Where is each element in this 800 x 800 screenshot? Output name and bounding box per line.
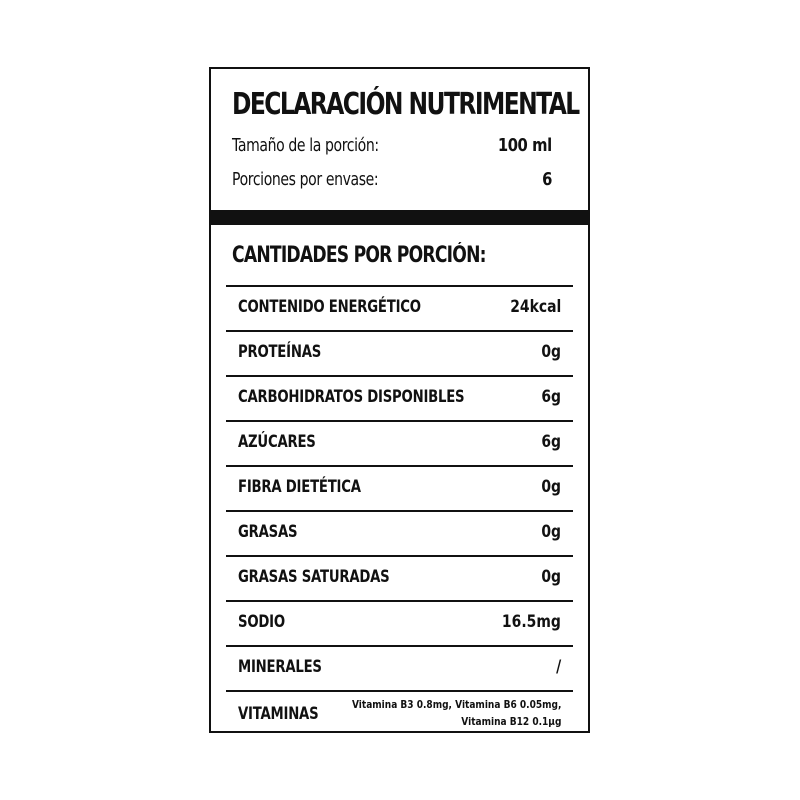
nutrient-value: 0g: [541, 477, 561, 497]
serving-size-value: 100 ml: [498, 135, 552, 156]
nutrient-row-sodium: [226, 600, 573, 645]
vitamins-line-1: Vitamina B3 0.8mg, Vitamina B6 0.05mg,: [351, 698, 561, 711]
nutrient-name: CARBOHIDRATOS DISPONIBLES: [238, 387, 465, 407]
nutrient-name: AZÚCARES: [238, 432, 316, 452]
nutrient-row-vitamins: [226, 690, 573, 738]
nutrition-label: [209, 67, 590, 733]
nutrient-value: 0g: [541, 342, 561, 362]
nutrient-value: 6g: [541, 387, 561, 407]
portions-label: Porciones por envase:: [232, 169, 379, 190]
nutrient-value: 0g: [541, 567, 561, 587]
thick-divider: [211, 210, 588, 225]
nutrient-name: SODIO: [238, 612, 285, 632]
vitamins-detail: [352, 696, 561, 730]
nutrient-row-minerals: [226, 645, 573, 690]
nutrient-name: CONTENIDO ENERGÉTICO: [238, 297, 421, 317]
nutrient-row-carbs: [226, 375, 573, 420]
serving-size-label: Tamaño de la porción:: [232, 135, 379, 156]
portions-value: 6: [542, 169, 552, 190]
nutrient-name: MINERALES: [238, 657, 322, 677]
nutrient-row-sugars: [226, 420, 573, 465]
nutrient-value: 6g: [541, 432, 561, 452]
nutrient-row-fiber: [226, 465, 573, 510]
nutrient-value: 16.5mg: [502, 612, 561, 632]
nutrient-row-protein: [226, 330, 573, 375]
nutrient-name: FIBRA DIETÉTICA: [238, 477, 361, 497]
nutrient-value: /: [555, 657, 561, 677]
nutrient-table: [211, 285, 588, 738]
label-title: DECLARACIÓN NUTRIMENTAL: [232, 87, 579, 122]
nutrient-row-saturated-fat: [226, 555, 573, 600]
vitamins-line-2: Vitamina B12 0.1µg: [460, 715, 561, 728]
nutrient-row-fat: [226, 510, 573, 555]
nutrient-name: PROTEÍNAS: [238, 342, 322, 362]
nutrient-row-energy: [226, 285, 573, 330]
nutrient-name: GRASAS SATURADAS: [238, 567, 390, 587]
nutrient-value: 24kcal: [509, 297, 561, 317]
section-title: CANTIDADES POR PORCIÓN:: [232, 243, 486, 268]
nutrient-value: 0g: [541, 522, 561, 542]
nutrient-name: VITAMINAS: [238, 704, 319, 724]
nutrient-name: GRASAS: [238, 522, 298, 542]
